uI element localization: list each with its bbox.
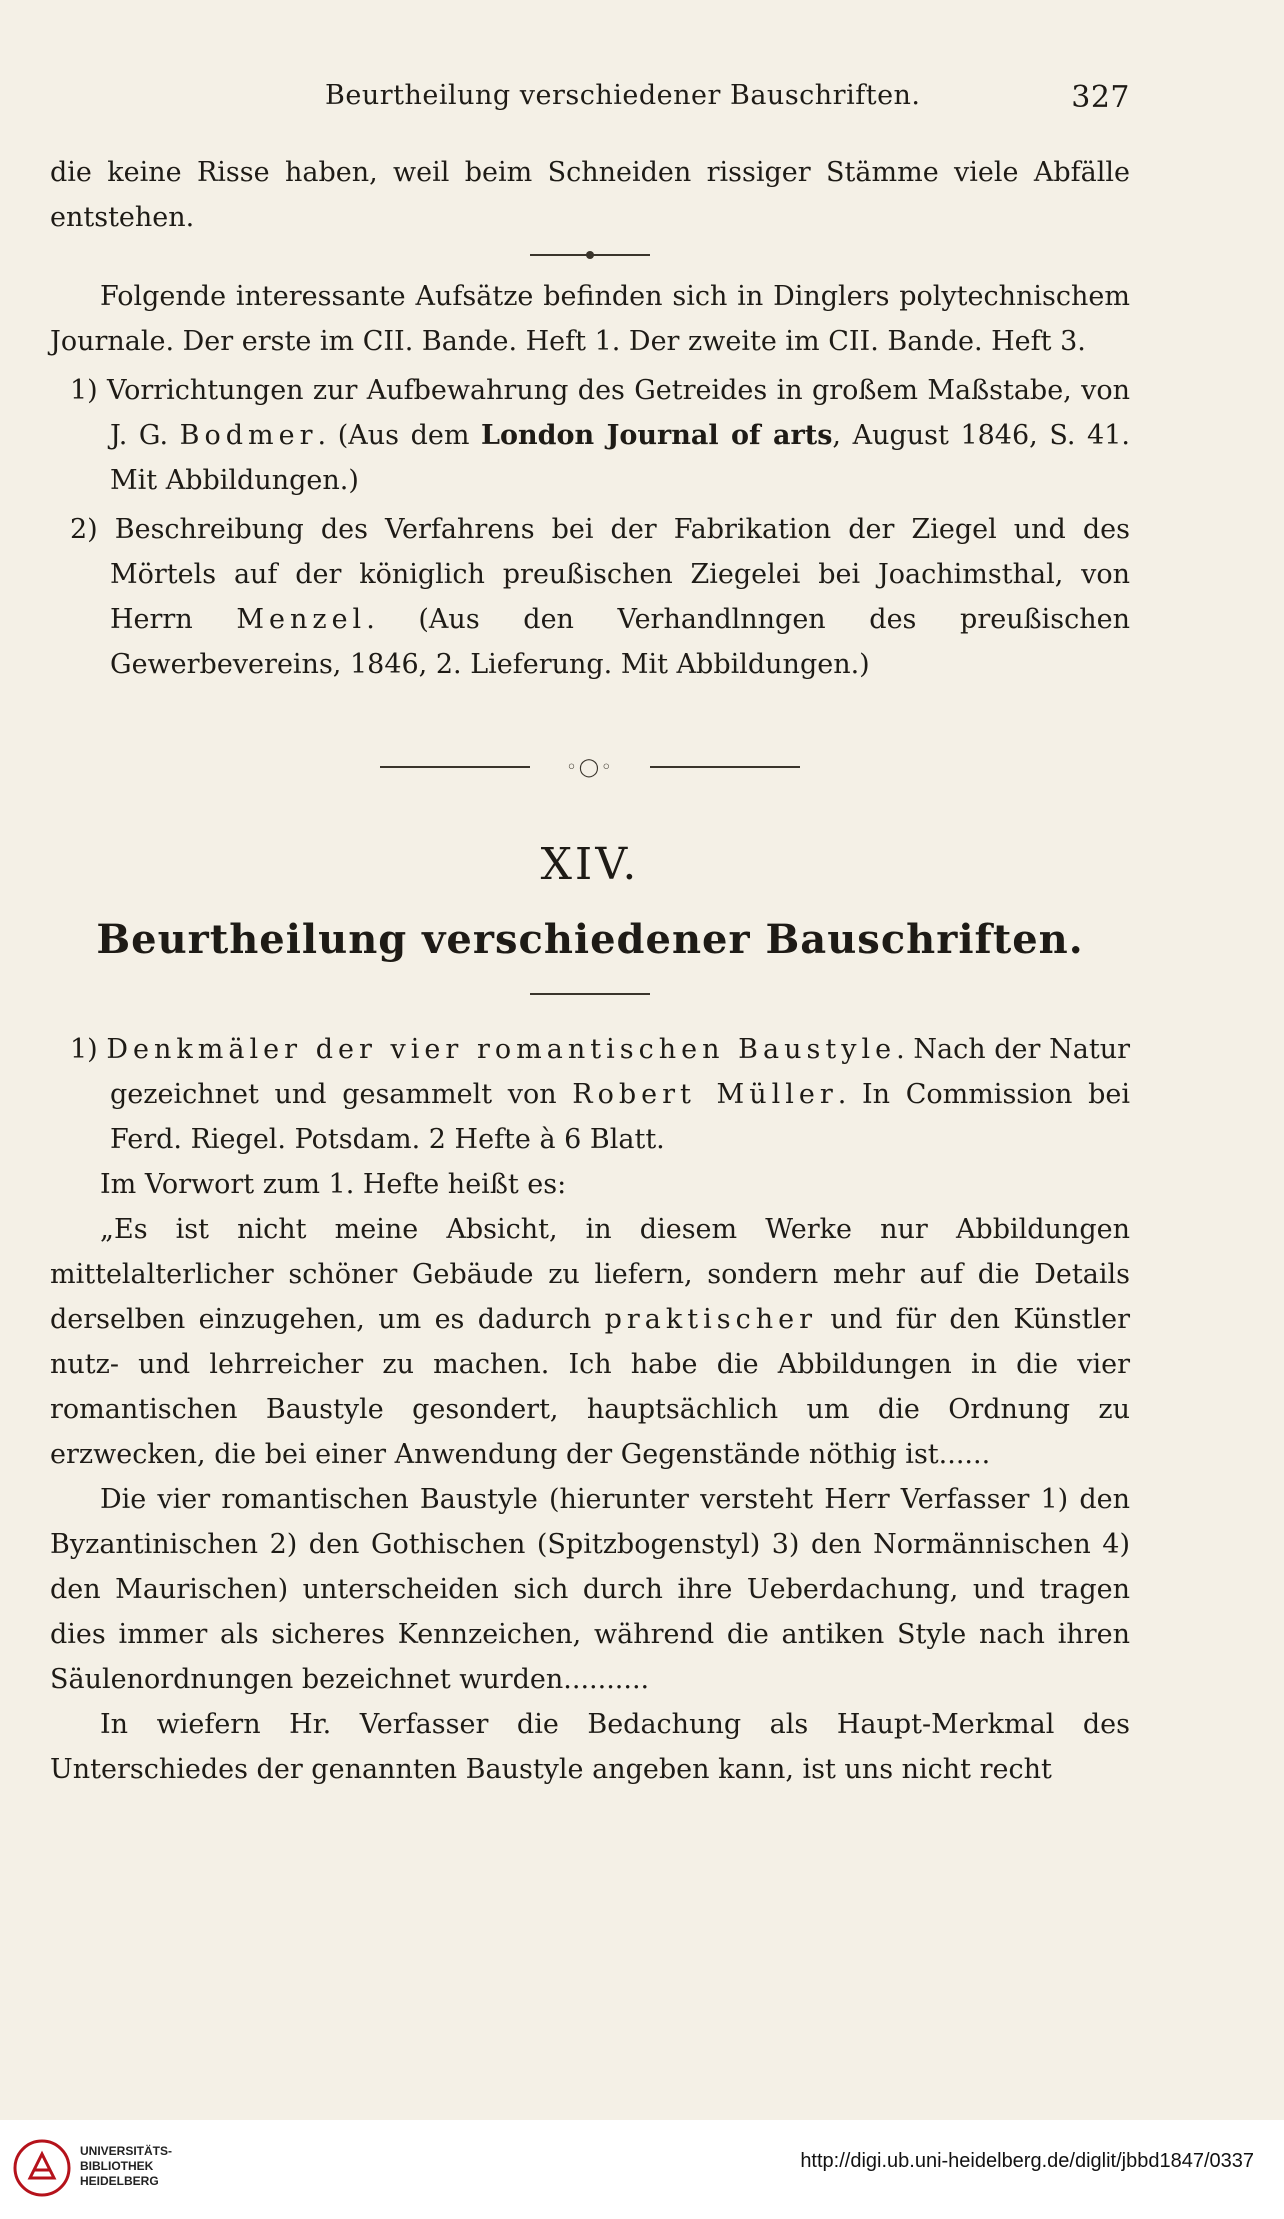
source-url-link[interactable]: http://digi.ub.uni-heidelberg.de/diglit/jbbd1847/0337 — [800, 2150, 1254, 2172]
item1-journal: London Journal of arts — [481, 420, 833, 451]
paragraph-last: In wiefern Hr. Verfasser die Bedachung als Haupt-Merkmal des Unterschiedes der genannten Baustyle angeben kann, ist uns nicht recht — [50, 1709, 1130, 1785]
paragraph-dingler: Folgende interessante Aufsätze befinden sich in Dinglers polytechnischem Journale. Der erste im CII. Bande. Heft 1. Der zweite im CII. Bande. Heft 3. — [50, 281, 1130, 357]
paragraph-quote — [50, 1207, 1130, 1477]
sec1-num: 1) — [70, 1034, 107, 1065]
paragraph-baustyle: Die vier romantischen Baustyle (hierunter versteht Herr Verfasser 1) den Byzantinischen 2) den Gothischen (Spitzbogenstyl) 3) den Normännischen 4) den Maurischen) unterscheiden sich durch ihre Ueberdachung, und tragen dies immer als sicheres Kennzeichen, während die antiken Style nach ihren Säulenordnungen bezeichnet wurden.......... — [50, 1484, 1130, 1695]
running-title: Beurtheilung verschiedener Bauschriften. — [325, 80, 921, 111]
quote-text-a: „Es ist nicht meine Absicht, in diesem Werke nur Abbildungen mittelalterlicher schöner Gebäude zu liefern, sondern mehr auf die Details derselben einzugehen, um es dadurch — [50, 1214, 1130, 1335]
item1-text-b: . (Aus dem — [317, 420, 482, 451]
section-divider — [530, 254, 650, 256]
item2-text-a: 2) Beschreibung des Verfahrens bei der Fabrikation der Ziegel und des Mörtels auf der königlich preußischen Ziegelei bei Joachimsthal, von Herrn — [70, 514, 1130, 635]
section-item-1 — [50, 1027, 1130, 1162]
item2-author: Menzel — [236, 604, 367, 635]
footer-bar — [0, 2120, 1284, 2219]
item1-text-a: 1) Vorrichtungen zur Aufbewahrung des Getreides in großem Maßstabe, von J. G. — [70, 375, 1130, 451]
page-content — [50, 70, 1130, 1792]
paragraph-vorwort: Im Vorwort zum 1. Hefte heißt es: — [100, 1169, 567, 1200]
item2-text-b: . (Aus den Verhandlnngen des preußischen Gewerbevereins, 1846, 2. Lieferung. Mit Abbildungen.) — [110, 604, 1130, 680]
list-item-1 — [50, 368, 1130, 503]
running-head — [50, 70, 1130, 130]
title-rule — [530, 993, 650, 995]
quote-emphasis: praktischer — [604, 1304, 817, 1335]
quote-text-b: und für den Künstler nutz- und lehrreicher zu machen. Ich habe die Abbildungen in die vier romantischen Baustyle gesondert, hauptsächlich um die Ordnung zu erzwecken, die bei einer Anwendung der Gegenstände nöthig ist...... — [50, 1304, 1130, 1470]
list-item-2 — [50, 507, 1130, 687]
sec1-text-c: . In Commission bei Ferd. Riegel. Potsdam. 2 Hefte à 6 Blatt. — [110, 1079, 1130, 1155]
sec1-author: Robert Müller — [572, 1079, 838, 1110]
item1-text-c: , August 1846, S. 41. Mit Abbildungen.) — [110, 420, 1130, 496]
page-number: 327 — [1071, 80, 1130, 115]
sec1-text-b: . Nach der Natur gezeichnet und gesammelt von — [110, 1034, 1130, 1110]
paragraph-intro: die keine Risse haben, weil beim Schneiden rissiger Stämme viele Abfälle entstehen. — [50, 157, 1130, 233]
chapter-title: Beurtheilung verschiedener Bauschriften. — [96, 916, 1084, 963]
sec1-title: Denkmäler der vier romantischen Baustyle — [106, 1034, 897, 1065]
chapter-number: XIV. — [540, 839, 640, 890]
ornament-divider: ◦◯◦ — [380, 757, 800, 777]
library-name: UNIVERSITÄTS- BIBLIOTHEK HEIDELBERG — [80, 2144, 173, 2188]
university-seal-icon — [12, 2138, 72, 2198]
item1-author: Bodmer — [179, 420, 318, 451]
